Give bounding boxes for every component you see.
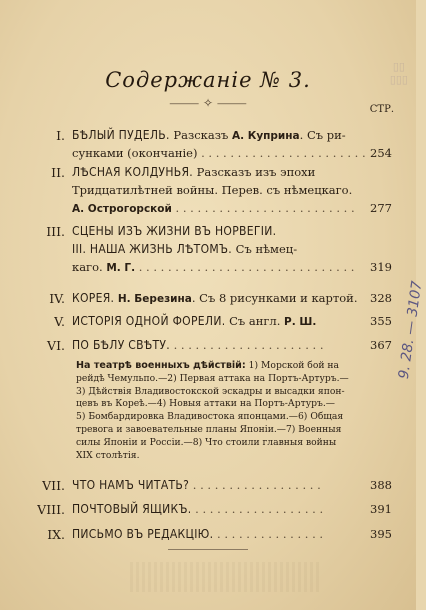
page-title: Содержаніе № 3. — [105, 68, 311, 92]
toc-entry-line — [72, 338, 376, 352]
entry-title: СЦЕНЫ ИЗЪ ЖИЗНИ ВЪ НОРВЕГІИ. — [72, 224, 277, 238]
entry-title: ПИСЬМО ВЪ РЕДАКЦІЮ. — [72, 527, 214, 541]
war-line: 5) Бомбардировка Владивостока японцами.—6) Общая — [76, 411, 344, 423]
entry-title: ЛѢСНАЯ КОЛДУНЬЯ. — [72, 165, 193, 179]
entry-title: БѢЛЫЙ ПУДЕЛЬ. — [72, 128, 170, 142]
faded-stamp: ▯▯ ▯▯▯ — [389, 60, 408, 87]
toc-entry-line — [72, 128, 376, 142]
author-name: А. Острогорской — [72, 203, 172, 215]
toc-entry-line — [72, 478, 376, 492]
toc-entry-line — [72, 183, 376, 197]
toc-entry-line — [72, 527, 376, 541]
leader-dots: . . . . . . . . . . . . . . . — [213, 527, 324, 541]
entry-text: . Съ 8 рисунками и картой. — [191, 291, 358, 305]
toc-entry-line — [72, 224, 376, 238]
entry-text: Съ нѣмец- — [232, 242, 298, 256]
entry-text: . Съ ри- — [299, 128, 346, 142]
page-number: 254 — [370, 146, 392, 160]
page-number: 367 — [370, 338, 392, 352]
toc-entry-line — [72, 146, 376, 160]
leader-dots: . . . . . . . . . . . . . . . . . . — [191, 502, 324, 516]
page-column-label: СТР. — [369, 104, 394, 115]
entry-title: ПОЧТОВЫЙ ЯЩИКЪ. — [72, 502, 192, 516]
toc-entry-number: IX. — [47, 527, 65, 542]
author-name: Р. Ш. — [284, 316, 317, 328]
war-line: цевъ въ Кореѣ.—4) Новыя аттаки на Портъ-Артуръ.— — [76, 398, 335, 410]
toc-entry-number: VIII. — [37, 502, 65, 517]
entry-text: сунками (окончаніе) — [72, 146, 198, 160]
toc-entry-number: III. — [46, 224, 65, 239]
toc-entry-line — [72, 502, 376, 516]
author-name: М. Г. — [106, 262, 136, 274]
page-number: 319 — [370, 260, 392, 274]
entry-title: III. НАША ЖИЗНЬ ЛѢТОМЪ. — [72, 242, 233, 256]
entry-text: Разсказъ — [169, 128, 232, 142]
page-number: 388 — [370, 478, 392, 492]
toc-entry-number: V. — [54, 314, 65, 329]
toc-entry-line — [72, 201, 376, 215]
page-number: 328 — [370, 291, 392, 305]
entry-text: Тридцатилѣтней войны. Перев. съ нѣмецкаго. — [72, 183, 353, 197]
war-line: 1) Морской бой на — [245, 360, 340, 371]
toc-entry-line — [72, 242, 376, 256]
page-number: 355 — [370, 314, 392, 328]
leader-dots: . . . . . . . . . . . . . . . . . . . . . . . . . — [171, 201, 355, 215]
toc-entry-number: II. — [51, 165, 65, 180]
war-line: силы Японіи и Россіи.—8) Что стоили главныя войны — [76, 436, 337, 448]
toc-entry-line — [72, 314, 376, 328]
toc-entry-line — [72, 291, 376, 305]
bottom-divider — [168, 549, 248, 550]
title-flourish: ⸻ ✧ ⸻ — [169, 96, 247, 110]
toc-entry-line — [72, 165, 376, 179]
page-number: 391 — [370, 502, 392, 516]
author-name: Н. Березина — [117, 293, 192, 305]
page-number: 395 — [370, 527, 392, 541]
handwritten-note: 9. 28. — 3107 — [396, 280, 426, 380]
toc-entry-number: IV. — [49, 291, 65, 306]
war-line: рейдѣ Чемульпо.—2) Первая аттака на Портъ-Артуръ.— — [76, 372, 349, 384]
war-line: тревога и завоевательные планы Японіи.—7) Военныя — [76, 423, 342, 435]
war-line: 3) Дѣйствія Владивостокской эскадры и высадки япон- — [76, 385, 345, 397]
war-section-heading: На театрѣ военныхъ дѣйствій: — [76, 360, 246, 371]
entry-text: Съ англ. — [225, 314, 285, 328]
war-line: XIX столѣтія. — [76, 449, 140, 461]
toc-entry-number: VI. — [47, 338, 65, 353]
entry-text: каго. — [72, 260, 107, 274]
entry-title: ПО БѢЛУ СВѢТУ. — [72, 338, 170, 352]
author-name: А. Куприна — [231, 130, 300, 142]
toc-entry-number: I. — [56, 128, 65, 143]
faded-show-through — [130, 562, 320, 592]
toc-entry-number: VII. — [42, 478, 65, 493]
leader-dots: . . . . . . . . . . . . . . . . . . . . . . . . . . . . . . — [135, 260, 355, 274]
war-section — [76, 360, 376, 462]
leader-dots: . . . . . . . . . . . . . . . . . . . . . . . — [197, 146, 366, 160]
leader-dots: . . . . . . . . . . . . . . . . . . — [189, 478, 321, 492]
entry-text: Разсказъ изъ эпохи — [192, 165, 316, 179]
entry-title: ЧТО НАМЪ ЧИТАТЬ? — [72, 478, 190, 492]
toc-entry-line — [72, 260, 376, 274]
leader-dots: . . . . . . . . . . . . . . . . . . . . . — [169, 338, 324, 352]
entry-title: КОРЕЯ. — [72, 291, 115, 305]
entry-title: ИСТОРІЯ ОДНОЙ ФОРЕЛИ. — [72, 314, 226, 328]
page-number: 277 — [370, 201, 392, 215]
